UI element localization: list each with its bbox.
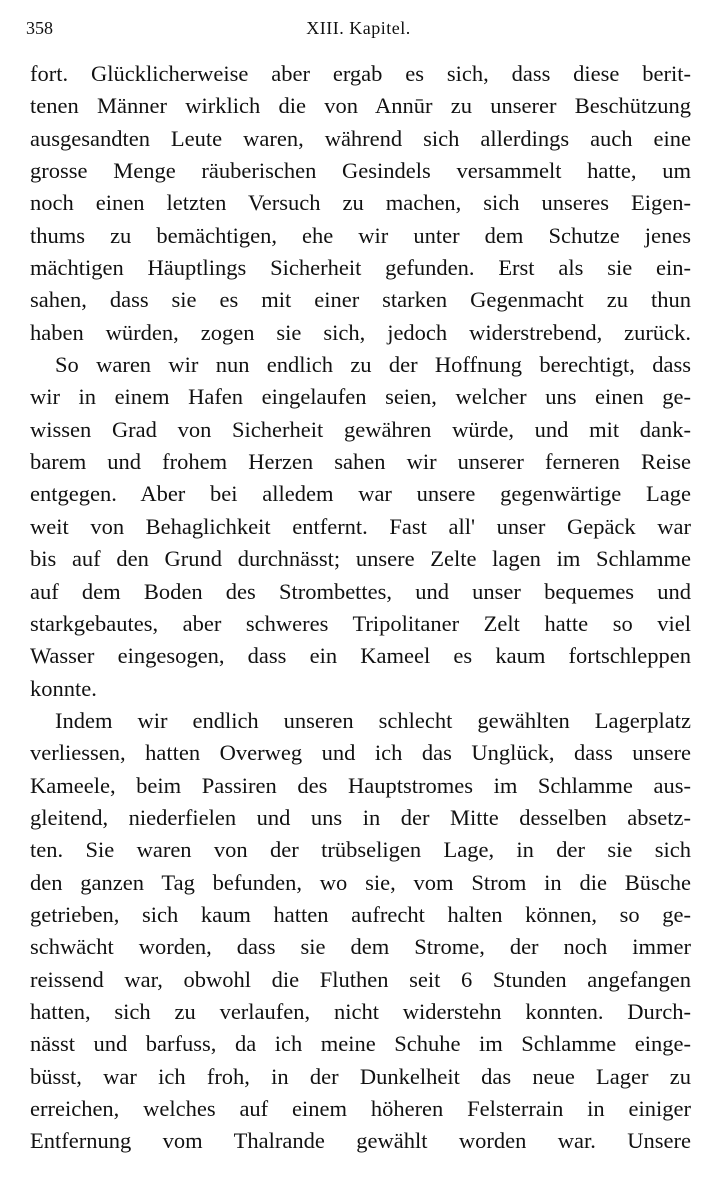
text-line: Entfernung vom Thalrande gewählt worden war. Unsere xyxy=(30,1128,691,1154)
text-line: fort. Glücklicherweise aber ergab es sich, dass diese berit- xyxy=(30,61,691,86)
text-line: starkgebautes, aber schweres Tripolitaner Zelt hatte so viel xyxy=(30,610,691,636)
text-line: entgegen. Aber bei alledem war unsere gegenwärtige Lage xyxy=(30,481,691,507)
text-line: konnte. xyxy=(30,675,97,701)
text-line: getrieben, sich kaum hatten aufrecht halten können, so ge- xyxy=(30,901,691,927)
paragraph-1 xyxy=(30,58,691,349)
page-number: 358 xyxy=(26,18,53,38)
body-text xyxy=(30,58,691,1158)
text-line: Kameele, beim Passiren des Hauptstromes im Schlamme aus- xyxy=(30,772,691,798)
text-line: grosse Menge räuberischen Gesindels versammelt hatte, um xyxy=(30,158,691,184)
text-line: Wasser eingesogen, dass ein Kameel es kaum fortschleppen xyxy=(30,643,691,669)
text-line: thums zu bemächtigen, ehe wir unter dem Schutze jenes xyxy=(30,222,691,248)
text-line: büsst, war ich froh, in der Dunkelheit das neue Lager zu xyxy=(30,1063,691,1089)
text-line: auf dem Boden des Strombettes, und unser bequemes und xyxy=(30,578,691,604)
text-line: noch einen letzten Versuch zu machen, sich unseres Eigen- xyxy=(30,190,691,216)
text-line: nässt und barfuss, da ich meine Schuhe im Schlamme einge- xyxy=(30,1031,691,1057)
text-line: Indem wir endlich unseren schlecht gewählten Lagerplatz xyxy=(55,707,691,733)
text-line: sahen, dass sie es mit einer starken Gegenmacht zu thun xyxy=(30,287,691,313)
text-line: verliessen, hatten Overweg und ich das Unglück, dass unsere xyxy=(30,740,691,766)
paragraph-2 xyxy=(30,349,691,705)
text-line: bis auf den Grund durchnässt; unsere Zelte lagen im Schlamme xyxy=(30,546,691,572)
text-line: mächtigen Häuptlings Sicherheit gefunden. Erst als sie ein- xyxy=(30,255,691,281)
text-line: weit von Behaglichkeit entfernt. Fast all' unser Gepäck war xyxy=(30,513,691,539)
text-line: hatten, sich zu verlaufen, nicht widerstehn konnten. Durch- xyxy=(30,998,691,1024)
page-header xyxy=(26,18,691,46)
text-line: den ganzen Tag befunden, wo sie, vom Strom in die Büsche xyxy=(30,869,691,895)
text-line: erreichen, welches auf einem höheren Felsterrain in einiger xyxy=(30,1096,691,1121)
text-line: wissen Grad von Sicherheit gewähren würde, und mit dank- xyxy=(30,416,691,442)
text-line: barem und frohem Herzen sahen wir unserer ferneren Reise xyxy=(30,449,691,475)
running-head: XIII. Kapitel. xyxy=(306,18,411,38)
text-line: wir in einem Hafen eingelaufen seien, welcher uns einen ge- xyxy=(30,384,691,410)
paragraph-3 xyxy=(30,705,691,1158)
text-line: ten. Sie waren von der trübseligen Lage, in der sie sich xyxy=(30,837,691,863)
text-line: gleitend, niederfielen und uns in der Mitte desselben absetz- xyxy=(30,804,691,830)
text-line: schwächt worden, dass sie dem Strome, der noch immer xyxy=(30,934,691,960)
text-line: reissend war, obwohl die Fluthen seit 6 Stunden angefangen xyxy=(30,966,691,992)
text-line: ausgesandten Leute waren, während sich allerdings auch eine xyxy=(30,125,691,151)
text-line: tenen Männer wirklich die von Annūr zu unserer Beschützung xyxy=(30,93,691,119)
text-line: haben würden, zogen sie sich, jedoch widerstrebend, zurück. xyxy=(30,319,691,345)
text-line: So waren wir nun endlich zu der Hoffnung berechtigt, dass xyxy=(55,352,691,378)
